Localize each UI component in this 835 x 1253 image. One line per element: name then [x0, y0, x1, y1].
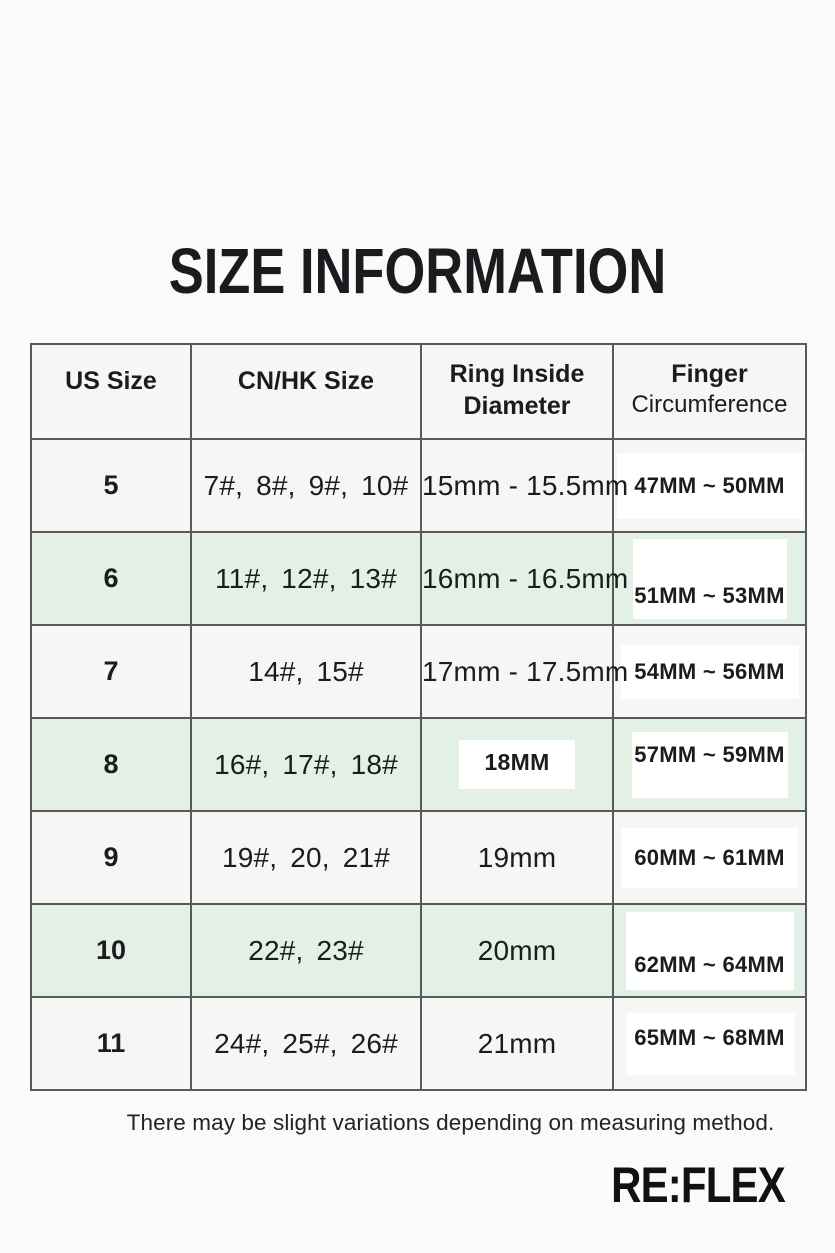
column-header-text: Ring Inside — [449, 359, 585, 388]
finger-circumference-patch — [633, 539, 787, 619]
ring-inside-diameter-cell — [421, 718, 613, 811]
cn-hk-size-cell: 24#, 25#, 26# — [191, 997, 421, 1090]
finger-circumference-value: 57MM ~ 59MM — [634, 741, 785, 767]
finger-circumference-value: 51MM ~ 53MM — [634, 582, 785, 608]
us-size-cell: 9 — [31, 811, 191, 904]
ring-inside-diameter-value: 21mm — [477, 1027, 557, 1059]
ring-inside-diameter-cell — [421, 811, 613, 904]
finger-circumference-cell — [613, 811, 806, 904]
finger-circumference-cell — [613, 625, 806, 718]
ring-inside-diameter-cell — [421, 625, 629, 718]
finger-circumference-value: 47MM ~ 50MM — [634, 472, 785, 498]
size-table-row — [31, 625, 806, 718]
size-table-row — [31, 532, 806, 625]
finger-circumference-patch — [626, 1013, 794, 1075]
size-table-row — [31, 904, 806, 997]
finger-circumference-cell — [613, 997, 806, 1090]
size-table-row — [31, 439, 806, 532]
ring-inside-diameter-cell — [421, 439, 629, 532]
us-size-cell: 6 — [31, 532, 191, 625]
us-size-cell: 10 — [31, 904, 191, 997]
column-header-cn-hk-size — [191, 344, 421, 439]
page-title: SIZE INFORMATION — [168, 235, 667, 307]
finger-circumference-value: 60MM ~ 61MM — [634, 844, 785, 870]
finger-circumference-patch — [622, 828, 798, 888]
us-size-cell: 8 — [31, 718, 191, 811]
header-row — [31, 344, 806, 439]
size-table-header — [31, 344, 806, 439]
ring-inside-diameter-value: 17mm - 17.5mm — [422, 655, 629, 687]
ring-inside-diameter-cell — [421, 997, 613, 1090]
brand-logo: RE:FLEX — [611, 1157, 785, 1213]
size-table — [30, 343, 807, 1091]
ring-inside-diameter-cell — [421, 904, 613, 997]
finger-circumference-cell — [613, 532, 806, 625]
cn-hk-size-cell: 14#, 15# — [191, 625, 421, 718]
ring-inside-diameter-value: 19mm — [477, 841, 557, 873]
finger-circumference-patch — [621, 645, 799, 699]
finger-circumference-value: 65MM ~ 68MM — [634, 1024, 785, 1050]
us-size-cell: 5 — [31, 439, 191, 532]
size-table-row — [31, 811, 806, 904]
size-table-row — [31, 997, 806, 1090]
column-header-ring-inside-diameter — [421, 344, 613, 439]
ring-inside-diameter-value: 15mm - 15.5mm — [422, 469, 629, 501]
column-header-text: Diameter — [463, 391, 571, 420]
column-header-text: Circumference — [631, 391, 788, 419]
finger-circumference-patch — [626, 912, 794, 990]
us-size-cell: 7 — [31, 625, 191, 718]
finger-circumference-patch — [617, 453, 803, 519]
us-size-cell: 11 — [31, 997, 191, 1090]
finger-circumference-patch — [632, 732, 788, 798]
finger-circumference-cell — [613, 718, 806, 811]
column-header-us-size — [31, 344, 191, 439]
column-header-finger-circumference — [613, 344, 806, 439]
ring-inside-diameter-cell — [421, 532, 629, 625]
cn-hk-size-cell: 11#, 12#, 13# — [191, 532, 421, 625]
cn-hk-size-cell: 7#, 8#, 9#, 10# — [191, 439, 421, 532]
size-table-row — [31, 718, 806, 811]
ring-inside-diameter-value: 18MM — [459, 740, 574, 789]
cn-hk-size-cell: 16#, 17#, 18# — [191, 718, 421, 811]
ring-inside-diameter-value: 20mm — [477, 934, 557, 966]
finger-circumference-value: 54MM ~ 56MM — [634, 658, 785, 684]
finger-circumference-cell — [613, 904, 806, 997]
finger-circumference-cell — [613, 439, 806, 532]
cn-hk-size-cell: 22#, 23# — [191, 904, 421, 997]
size-table-body — [31, 439, 806, 1090]
column-header-text: CN/HK Size — [237, 366, 375, 395]
column-header-text: Finger — [671, 360, 748, 389]
finger-circumference-value: 62MM ~ 64MM — [634, 951, 785, 977]
ring-inside-diameter-value: 16mm - 16.5mm — [422, 562, 629, 594]
measurement-note: There may be slight variations depending on measuring method. — [126, 1110, 775, 1135]
column-header-text: US Size — [65, 366, 157, 395]
cn-hk-size-cell: 19#, 20, 21# — [191, 811, 421, 904]
